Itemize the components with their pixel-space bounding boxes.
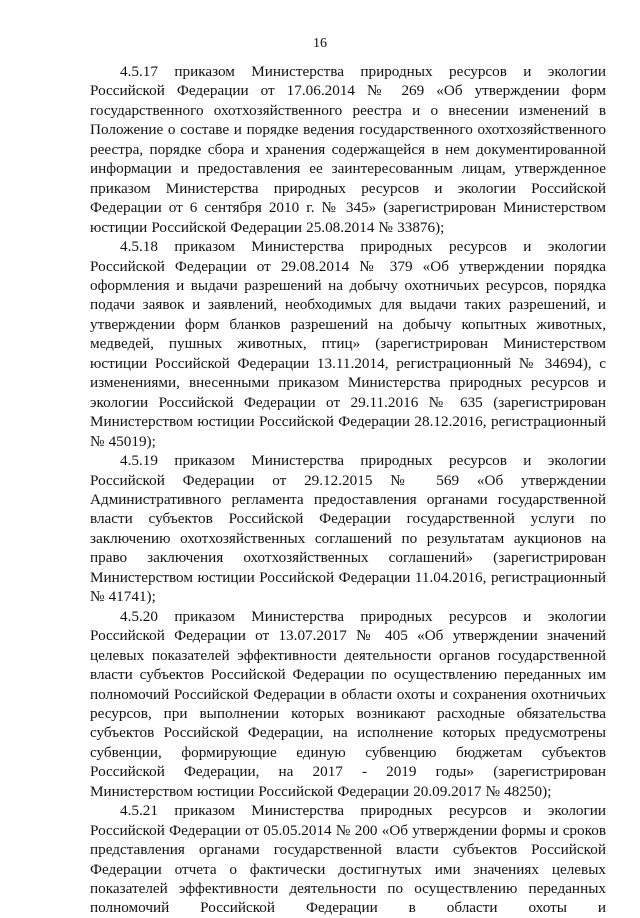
document-body [90, 62, 606, 918]
paragraph-4-5-20: 4.5.20 приказом Министерства природных ресурсов и экологии Российской Федерации от 13.07.2017 № 405 «Об утверждении значений целевых показателей эффективности деятельности органов государственной власти субъектов Российской Федерации по осуществлению переданных им полномочий Российской Федерации в области охоты и сохранения охотничьих ресурсов, при выполнении которых возникают расходные обязательства субъектов Российской Федерации, на исполнение которых предусмотрены субвенции, формирующие единую субвенцию бюджетам субъектов Российской Федерации, на 2017 - 2019 годы» (зарегистрирован Министерством юстиции Российской Федерации 20.09.2017 № 48250); [90, 607, 606, 800]
paragraph-4-5-21: 4.5.21 приказом Министерства природных ресурсов и экологии Российской Федерации от 05.05.2014 № 200 «Об утверждении формы и сроков представления органами государственной власти субъектов Российской Федерации отчета о фактически достигнутых ими значениях целевых показателей эффективности деятельности по осуществлению переданных полномочий Российской Федерации в области охоты и [90, 802, 606, 917]
paragraph-4-5-18: 4.5.18 приказом Министерства природных ресурсов и экологии Российской Федерации от 29.08.2014 № 379 «Об утверждении порядка оформления и выдачи разрешений на добычу охотничьих ресурсов, порядка подачи заявок и заявлений, необходимых для выдачи таких разрешений, и утверждении форм бланков разрешений на добычу копытных животных, медведей, пушных животных, птиц» (зарегистрирован Министерством юстиции Российской Федерации 13.11.2014, регистрационный № 34694), с изменениями, внесенными приказом Министерства природных ресурсов и экологии Российской Федерации от 29.11.2016 № 635 (зарегистрирован Министерством юстиции Российской Федерации 28.12.2016, регистрационный № 45019); [90, 238, 606, 450]
paragraph-4-5-17: 4.5.17 приказом Министерства природных ресурсов и экологии Российской Федерации от 17.06.2014 № 269 «Об утверждении форм государственного охотхозяйственного реестра и о внесении изменений в Положение о составе и порядке ведения государственного охотхозяйственного реестра, порядке сбора и хранения содержащейся в нем документированной информации и предоставления ее заинтересованным лицам, утвержденное приказом Министерства природных ресурсов и экологии Российской Федерации от 6 сентября 2010 г. № 345» (зарегистрирован Министерством юстиции Российской Федерации 25.08.2014 № 33876); [90, 63, 606, 236]
paragraph-4-5-19: 4.5.19 приказом Министерства природных ресурсов и экологии Российской Федерации от 29.12.2015 № 569 «Об утверждении Административного регламента предоставления органами государственной власти субъектов Российской Федерации государственной услуги по заключению охотхозяйственных соглашений по результатам аукционов на право заключения охотхозяйственных соглашений» (зарегистрирован Министерством юстиции Российской Федерации 11.04.2016, регистрационный № 41741); [90, 452, 606, 606]
page-number: 16 [313, 36, 327, 51]
